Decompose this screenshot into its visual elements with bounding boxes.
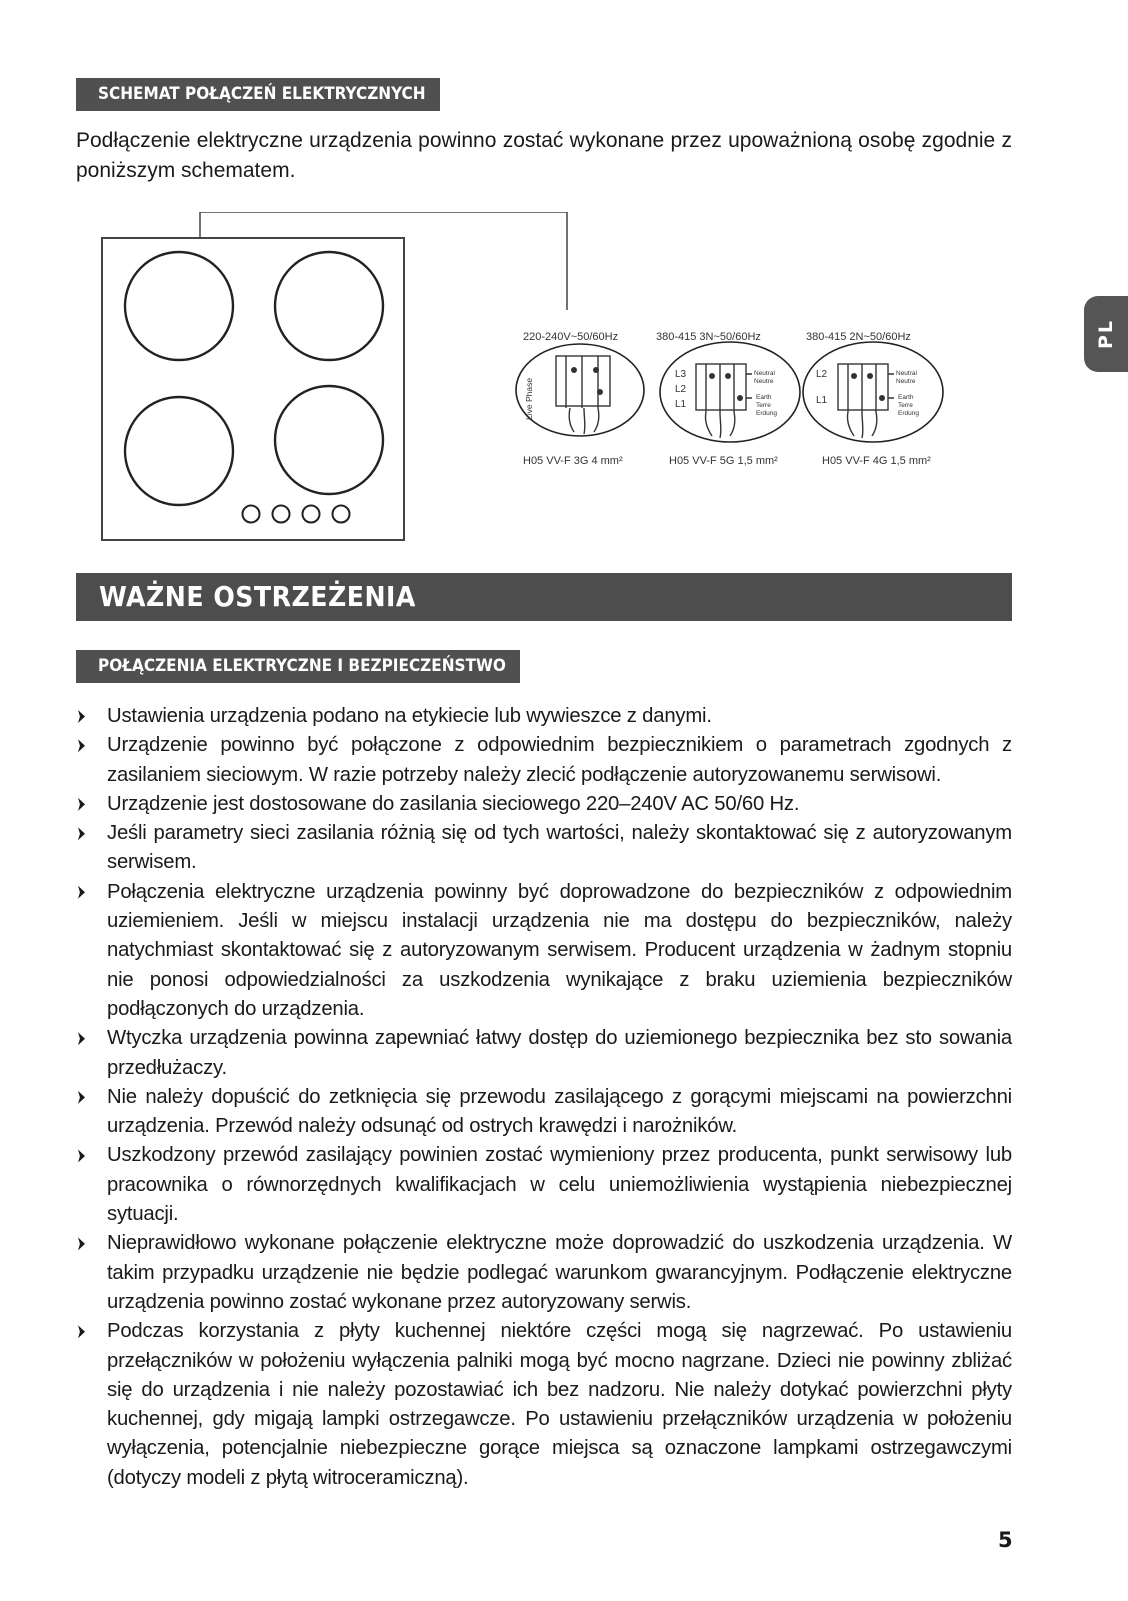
section-label-electrical-safety: POŁĄCZENIA ELEKTRYCZNE I BEZPIECZEŃSTWO [76,650,520,683]
neutral-label: Neutral [896,370,917,377]
list-item: Wtyczka urządzenia powinna zapewniać łatwy dostęp do uziemionego bezpiecznika bez sto sowania przedłużaczy. [76,1024,1012,1083]
phase-label: L2 [675,384,687,395]
neutral-label: Neutre [754,378,774,385]
panel-title: 220-240V~50/60Hz [523,331,619,343]
list-item: Połączenia elektryczne urządzenia powinny być doprowadzone do bezpieczników z odpowiednim uziemieniem. Jeśli w miejscu instalacji urządzenia nie ma dostępu do bezpieczników, należy natychmiast skontaktować się z autoryzowanym serwisem. Producent urządzenia w żadnym stopniu nie ponosi odpowiedzialności za uszkodzenia wynikające z braku uziemienia bezpieczników podłączonych do urządzenia. [76,878,1012,1024]
burner-bottom-left [125,397,233,505]
phase-label: L1 [816,395,828,406]
burner-top-right [275,252,383,360]
earth-label: Earth [756,394,772,401]
control-knob [243,506,260,523]
cable-spec: H05 VV-F 4G 1,5 mm² [822,455,931,467]
earth-label: Erdung [756,410,777,417]
panel-1 [516,331,644,467]
list-item: Urządzenie powinno być połączone z odpowiednim bezpiecznikiem o parametrach zgodnych z zasilaniem sieciowym. W razie potrzeby należy zlecić podłączenie autoryzowanemu serwisowi. [76,731,1012,790]
intro-paragraph: Podłączenie elektryczne urządzenia powinno zostać wykonane przez upoważnioną osobę zgodnie z poniższym schematem. [76,129,1012,182]
phase-label: L2 [816,369,828,380]
list-item: Nieprawidłowo wykonane połączenie elektryczne może doprowadzić do uszkodzenia urządzenia. W takim przypadku urządzenie nie będzie podlegać warunkom gwarancyjnym. Podłączenie elektryczne urządzenia powinno zostać wykonane przez autoryzowany serwis. [76,1229,1012,1317]
neutral-label: Neutre [896,378,916,385]
bullet-arrow-icon [78,1237,85,1250]
list-item: Nie należy dopuścić do zetknięcia się przewodu zasilającego z gorącymi miejscami na powierzchni urządzenia. Przewód należy odsunąć od ostrych krawędzi i narożników. [76,1083,1012,1142]
earth-label: Terre [756,402,771,409]
list-item: Jeśli parametry sieci zasilania różnią się od tych wartości, należy skontaktować się z autoryzowanym serwisem. [76,819,1012,878]
cable-spec: H05 VV-F 5G 1,5 mm² [669,455,778,467]
earth-label: Terre [898,402,913,409]
bullet-arrow-icon [78,1091,85,1104]
panel-3 [803,331,943,467]
panel-2 [656,331,800,467]
side-label: Live Phase [524,377,534,420]
control-knob [333,506,350,523]
phase-label: L3 [675,369,687,380]
list-item: Ustawienia urządzenia podano na etykiecie lub wywieszce z danymi. [76,702,1012,731]
list-item: Uszkodzony przewód zasilający powinien zostać wymieniony przez producenta, punkt serwisowy lub pracownika o równorzędnych kwalifikacjach w celu uniemożliwienia wystąpienia niebezpiecznej sytuacji. [76,1141,1012,1229]
page-number: 5 [998,1528,1013,1552]
bullet-arrow-icon [78,886,85,899]
bullet-arrow-icon [78,710,85,723]
language-code: PL [1095,318,1117,350]
section-label-wiring: SCHEMAT POŁĄCZEŃ ELEKTRYCZNYCH [76,78,440,111]
burner-top-left [125,252,233,360]
connection-line [200,212,567,310]
language-tab [1084,296,1128,372]
warnings-banner: WAŻNE OSTRZEŻENIA [76,573,1012,621]
earth-label: Erdung [898,410,919,417]
cable-spec: H05 VV-F 3G 4 mm² [523,455,623,467]
bullet-arrow-icon [78,1032,85,1045]
bullet-arrow-icon [78,1149,85,1162]
neutral-label: Neutral [754,370,775,377]
burner-bottom-right [275,386,383,494]
control-knob [273,506,290,523]
panel-title: 380-415 3N~50/60Hz [656,331,761,343]
safety-bullet-list [76,702,1012,1493]
bullet-arrow-icon [78,1325,85,1338]
earth-label: Earth [898,394,914,401]
wiring-diagram [100,212,960,548]
bullet-arrow-icon [78,739,85,752]
control-knob [303,506,320,523]
panel-title: 380-415 2N~50/60Hz [806,331,911,343]
hob-outline [102,238,404,540]
list-item: Urządzenie jest dostosowane do zasilania sieciowego 220–240V AC 50/60 Hz. [76,790,1012,819]
phase-label: L1 [675,399,687,410]
bullet-arrow-icon [78,798,85,811]
list-item: Podczas korzystania z płyty kuchennej niektóre części mogą się nagrzewać. Po ustawieniu przełączników w położeniu wyłączenia palniki mogą być mocno nagrzane. Dzieci nie powinny zbliżać się do urządzenia i nie należy pozostawiać ich bez nadzoru. Nie należy dotykać powierzchni płyty kuchennej, gdy migają lampki ostrzegawcze. Po ustawieniu przełączników urządzenia w położeniu wyłączenia, potencjalnie niebezpieczne gorące miejsca są oznaczone lampkami ostrzegawczymi (dotyczy modeli z płytą witroceramiczną). [76,1317,1012,1493]
bullet-arrow-icon [78,827,85,840]
